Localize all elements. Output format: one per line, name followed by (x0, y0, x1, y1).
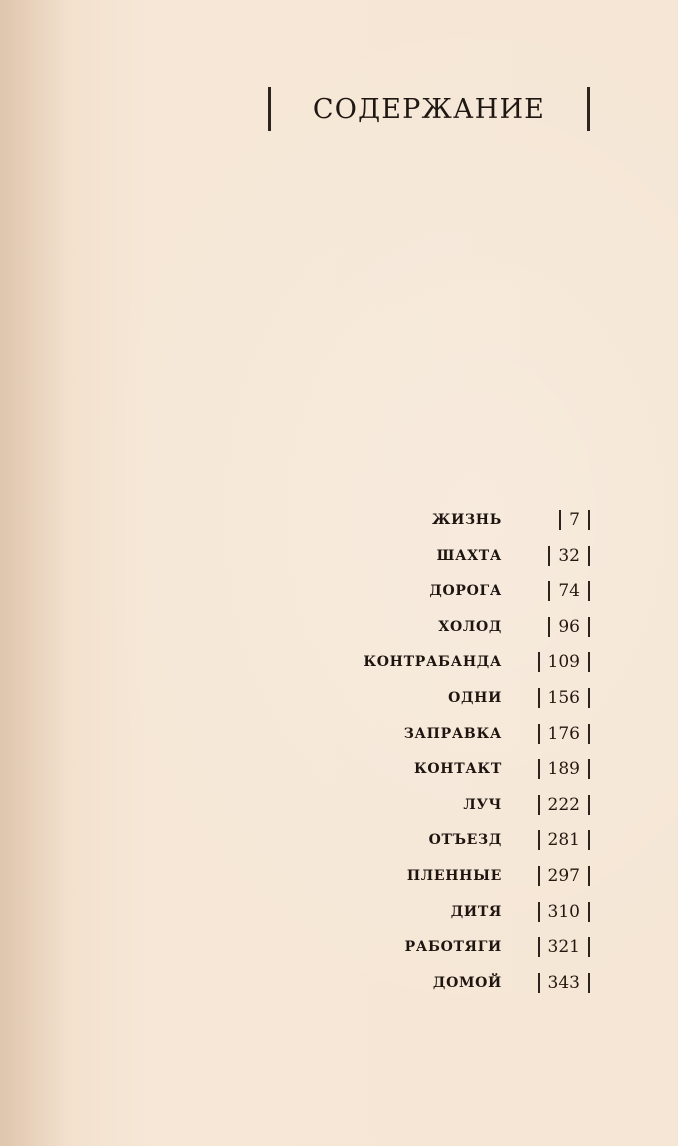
toc-entry-page (538, 722, 590, 746)
toc-entry-page (548, 544, 590, 568)
page-number: 7 (569, 510, 580, 530)
toc-entry (340, 788, 590, 824)
toc-entry-page (538, 757, 590, 781)
toc-entry (340, 752, 590, 788)
toc-entry (340, 966, 590, 1002)
page-number-right-bar (588, 973, 590, 993)
toc-entry-page (548, 579, 590, 603)
toc-entry-page (538, 864, 590, 888)
toc-entry-title: ХОЛОД (438, 618, 502, 635)
page-number-right-bar (588, 724, 590, 744)
toc-entry (340, 645, 590, 681)
page-number-left-bar (548, 546, 550, 566)
toc-entry-title: РАБОТЯГИ (404, 939, 502, 956)
toc-entry (340, 930, 590, 966)
page-number: 156 (547, 687, 580, 708)
page-number-left-bar (559, 510, 561, 530)
page-number: 32 (558, 545, 580, 566)
toc-entry-page (538, 686, 590, 710)
page-number-right-bar (588, 937, 590, 957)
page-number-right-bar (588, 759, 590, 779)
page-number-left-bar (538, 937, 540, 957)
toc-entry (340, 895, 590, 931)
page-number-right-bar (588, 546, 590, 566)
toc-entry-title: ДОРОГА (429, 583, 502, 600)
toc-entry-title: ЖИЗНЬ (432, 512, 502, 528)
toc-entry-page (538, 650, 590, 674)
page-number: 189 (547, 759, 580, 780)
page-number-left-bar (538, 795, 540, 815)
page-number-left-bar (548, 581, 550, 601)
toc-entry-page (559, 508, 590, 532)
page-number: 297 (547, 865, 580, 886)
page-number: 109 (547, 652, 580, 673)
toc-entry-title: ДОМОЙ (432, 974, 502, 991)
toc-entry-title: КОНТРАБАНДА (363, 654, 502, 671)
toc-entry (340, 574, 590, 610)
page-number-right-bar (588, 652, 590, 672)
toc-entry-title: ПЛЕННЫЕ (406, 867, 502, 884)
toc-entry (340, 681, 590, 717)
page-number-right-bar (588, 688, 590, 708)
toc-entry-page (538, 793, 590, 817)
contents-heading (268, 84, 590, 134)
page-number-left-bar (538, 866, 540, 886)
page-number: 281 (547, 830, 580, 851)
toc-entry (340, 610, 590, 646)
toc-entry (340, 539, 590, 575)
toc-entry-page (538, 828, 590, 852)
toc-entry-page (538, 935, 590, 959)
heading-right-bar (587, 87, 590, 131)
page-number-right-bar (588, 510, 590, 530)
toc-entry-page (538, 971, 590, 995)
page-number: 343 (547, 972, 580, 993)
page-number-left-bar (538, 759, 540, 779)
toc-entry-title: ОДНИ (448, 689, 502, 706)
page-number: 74 (558, 581, 580, 602)
page-number-right-bar (588, 902, 590, 922)
page-number: 176 (547, 723, 580, 744)
toc-entry (340, 503, 590, 539)
page-number: 222 (547, 794, 580, 815)
page-number: 321 (547, 937, 580, 958)
page-number-left-bar (538, 688, 540, 708)
toc-entry-title: ЗАПРАВКА (403, 725, 502, 742)
page-number-left-bar (538, 652, 540, 672)
toc-entry-title: ДИТЯ (450, 903, 502, 920)
toc-entry-title: ЛУЧ (463, 796, 502, 813)
toc-entry (340, 823, 590, 859)
page-number: 310 (547, 901, 580, 922)
page-gutter-shadow (0, 0, 70, 1146)
page-number-left-bar (538, 973, 540, 993)
page-number-right-bar (588, 581, 590, 601)
page-number-right-bar (588, 866, 590, 886)
page-number-left-bar (538, 902, 540, 922)
toc-entry-title: КОНТАКТ (413, 761, 502, 778)
page-number-right-bar (588, 795, 590, 815)
toc-entry-title: ОТЪЕЗД (428, 832, 502, 849)
toc-entry-title: ШАХТА (436, 547, 502, 564)
page-number-right-bar (588, 617, 590, 637)
toc-entry (340, 717, 590, 753)
table-of-contents (340, 503, 590, 1001)
page-title: СОДЕРЖАНИЕ (312, 93, 546, 125)
page-number-right-bar (588, 830, 590, 850)
toc-entry-page (548, 615, 590, 639)
page-number-left-bar (538, 724, 540, 744)
page-number-left-bar (538, 830, 540, 850)
page-number-left-bar (548, 617, 550, 637)
toc-entry-page (538, 900, 590, 924)
page-number: 96 (558, 616, 580, 637)
toc-entry (340, 859, 590, 895)
